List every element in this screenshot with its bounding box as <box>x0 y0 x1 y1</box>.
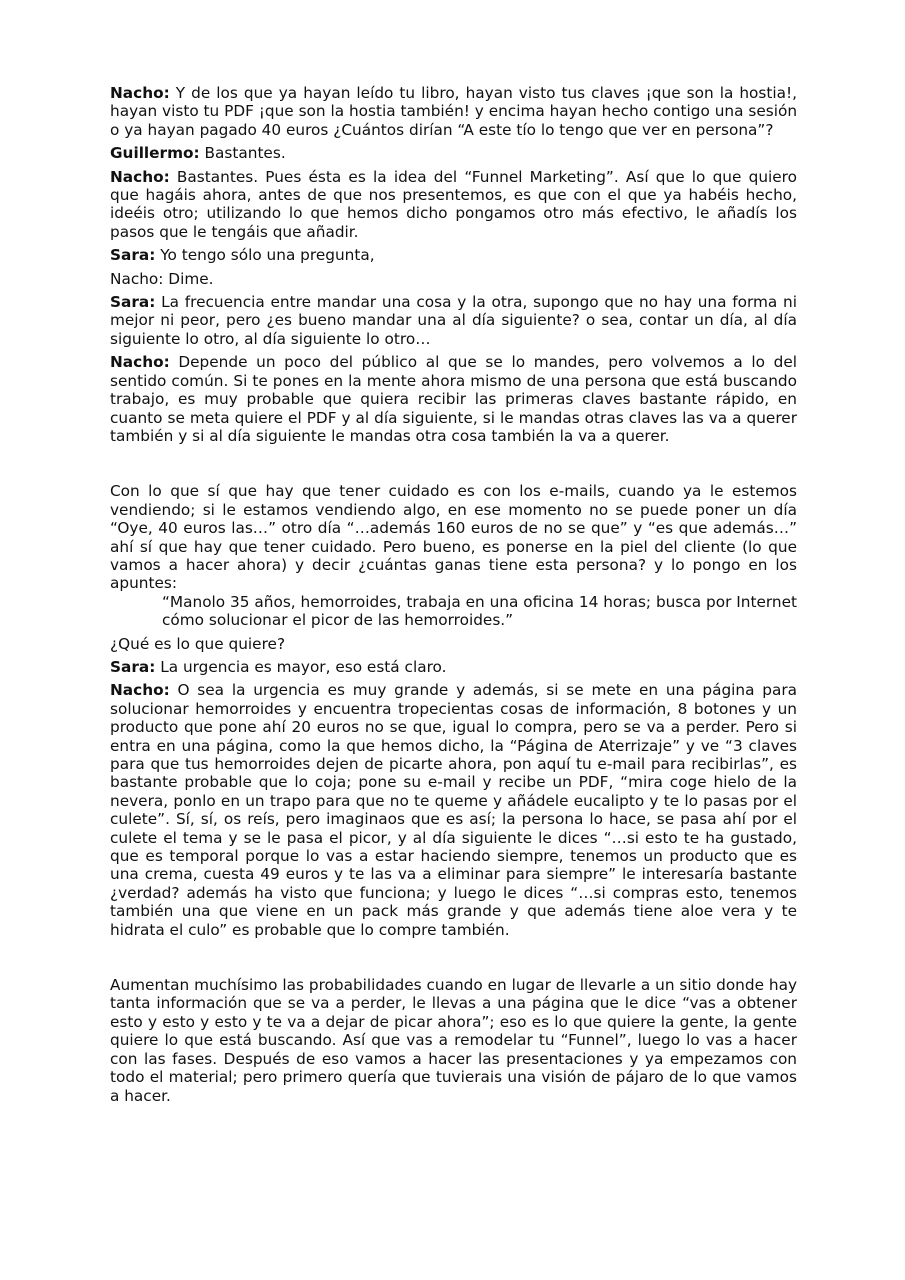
speaker-name: Sara: <box>110 657 156 676</box>
block-quote <box>162 593 797 630</box>
dialogue-paragraph <box>110 353 797 445</box>
quote-text: “Manolo 35 años, hemorroides, trabaja en una oficina 14 horas; busca por Internet cómo solucionar el picor de las hemorroides.” <box>162 592 797 630</box>
dialogue-text: Yo tengo sólo una pregunta, <box>155 246 375 265</box>
dialogue-paragraph <box>110 270 797 288</box>
dialogue-paragraph <box>110 144 797 162</box>
dialogue-text: O sea la urgencia es muy grande y además, si se mete en una página para solucionar hemorroides y encuentra tropecientas cosas de información, 8 botones y un producto que pone ahí 20 euros no se que, igual lo compra, pero se va a perder. Pero si entra en una página, como la que hemos dicho, la “Página de Aterrizaje” y ve “3 claves para que tus hemorroides dejen de picarte ahora, pon aquí tu e-mail para recibirlas”, es bastante probable que lo coja; pone su e-mail y recibe un PDF, “mira coge hielo de la nevera, ponlo en un trapo para que no te queme y añádele eucalipto y te lo pasas por el culete”. Sí, sí, os reís, pero imaginaos que es así; la persona lo hace, se pasa ahí por el culete el tema y se le pasa el picor, y al día siguiente le dices “…si esto te ha gustado, que es temporal porque lo vas a estar haciendo siempre, tenemos un producto que es una crema, cuesta 49 euros y te las va a eliminar para siempre” le interesaría bastante ¿verdad? además ha visto que funciona; y luego le dices “…si compras esto, tenemos también una que viene en un pack más grande y que además tiene aloe vera y te hidrata el culo” es probable que lo compre también. <box>110 681 797 939</box>
speaker-name: Guillermo: <box>110 144 200 163</box>
body-paragraph <box>110 635 797 653</box>
speaker-name: Nacho: <box>110 681 170 700</box>
dialogue-text: La frecuencia entre mandar una cosa y la otra, supongo que no hay una forma ni mejor ni peor, pero ¿es bueno mandar una al día siguiente? o sea, contar un día, al día siguiente lo otro, al día siguiente lo otro… <box>110 293 797 348</box>
document-page <box>110 84 797 1110</box>
speaker-name: Sara: <box>110 293 156 312</box>
speaker-name: Sara: <box>110 246 156 265</box>
body-text: Aumentan muchísimo las probabilidades cuando en lugar de llevarle a un sitio donde hay tanta información que se va a perder, le llevas a una página que le dice “vas a obtener esto y esto y esto y te va a dejar de picar ahora”; eso es lo que quiere la gente, la gente quiere lo que está buscando. Así que vas a remodelar tu “Funnel”, luego lo vas a hacer con las fases. Después de eso vamos a hacer las presentaciones y ya empezamos con todo el material; pero primero quería que tuvierais una visión de pájaro de lo que vamos a hacer. <box>110 976 797 1105</box>
body-paragraph <box>110 976 797 1105</box>
dialogue-paragraph <box>110 84 797 139</box>
body-text: ¿Qué es lo que quiere? <box>110 634 286 653</box>
dialogue-paragraph <box>110 681 797 939</box>
dialogue-text: Bastantes. Pues ésta es la idea del “Funnel Marketing”. Así que lo que quiero que hagáis ahora, antes de que nos presentemos, es que con el que ya habéis hecho, ideéis otro; utilizando lo que hemos dicho pongamos otro más efectivo, le añadís los pasos que le tengáis que añadir. <box>110 167 797 241</box>
dialogue-text: Bastantes. <box>199 144 286 163</box>
body-text: Con lo que sí que hay que tener cuidado es con los e-mails, cuando ya le estemos vendiendo; si le estamos vendiendo algo, en ese momento no se puede poner un día “Oye, 40 euros las…” otro día “…además 160 euros de no se que” y “es que además…” ahí sí que hay que tener cuidado. Pero bueno, es ponerse en la piel del cliente (lo que vamos a hacer ahora) y decir ¿cuántas ganas tiene esta persona? y lo pongo en los apuntes: <box>110 482 797 593</box>
speaker-name: Nacho: <box>110 353 170 372</box>
body-paragraph <box>110 482 797 592</box>
dialogue-text: Nacho: Dime. <box>110 269 214 288</box>
dialogue-text: La urgencia es mayor, eso está claro. <box>155 657 447 676</box>
dialogue-paragraph <box>110 168 797 242</box>
dialogue-text: Y de los que ya hayan leído tu libro, hayan visto tus claves ¡que son la hostia!, hayan visto tu PDF ¡que son la hostia también! y encima hayan hecho contigo una sesión o ya hayan pagado 40 euros ¿Cuántos dirían “A este tío lo tengo que ver en persona”? <box>110 84 798 139</box>
speaker-name: Nacho: <box>110 84 170 102</box>
dialogue-text: Depende un poco del público al que se lo mandes, pero volvemos a lo del sentido común. Si te pones en la mente ahora mismo de una persona que está buscando trabajo, es muy probable que quiera recibir las primeras claves bastante rápido, en cuanto se meta quiere el PDF y al día siguiente, si le mandas otras claves las va a querer también y si al día siguiente le mandas otra cosa también la va a querer. <box>110 353 797 445</box>
dialogue-paragraph <box>110 246 797 264</box>
dialogue-paragraph <box>110 293 797 348</box>
speaker-name: Nacho: <box>110 167 170 186</box>
dialogue-paragraph <box>110 658 797 676</box>
